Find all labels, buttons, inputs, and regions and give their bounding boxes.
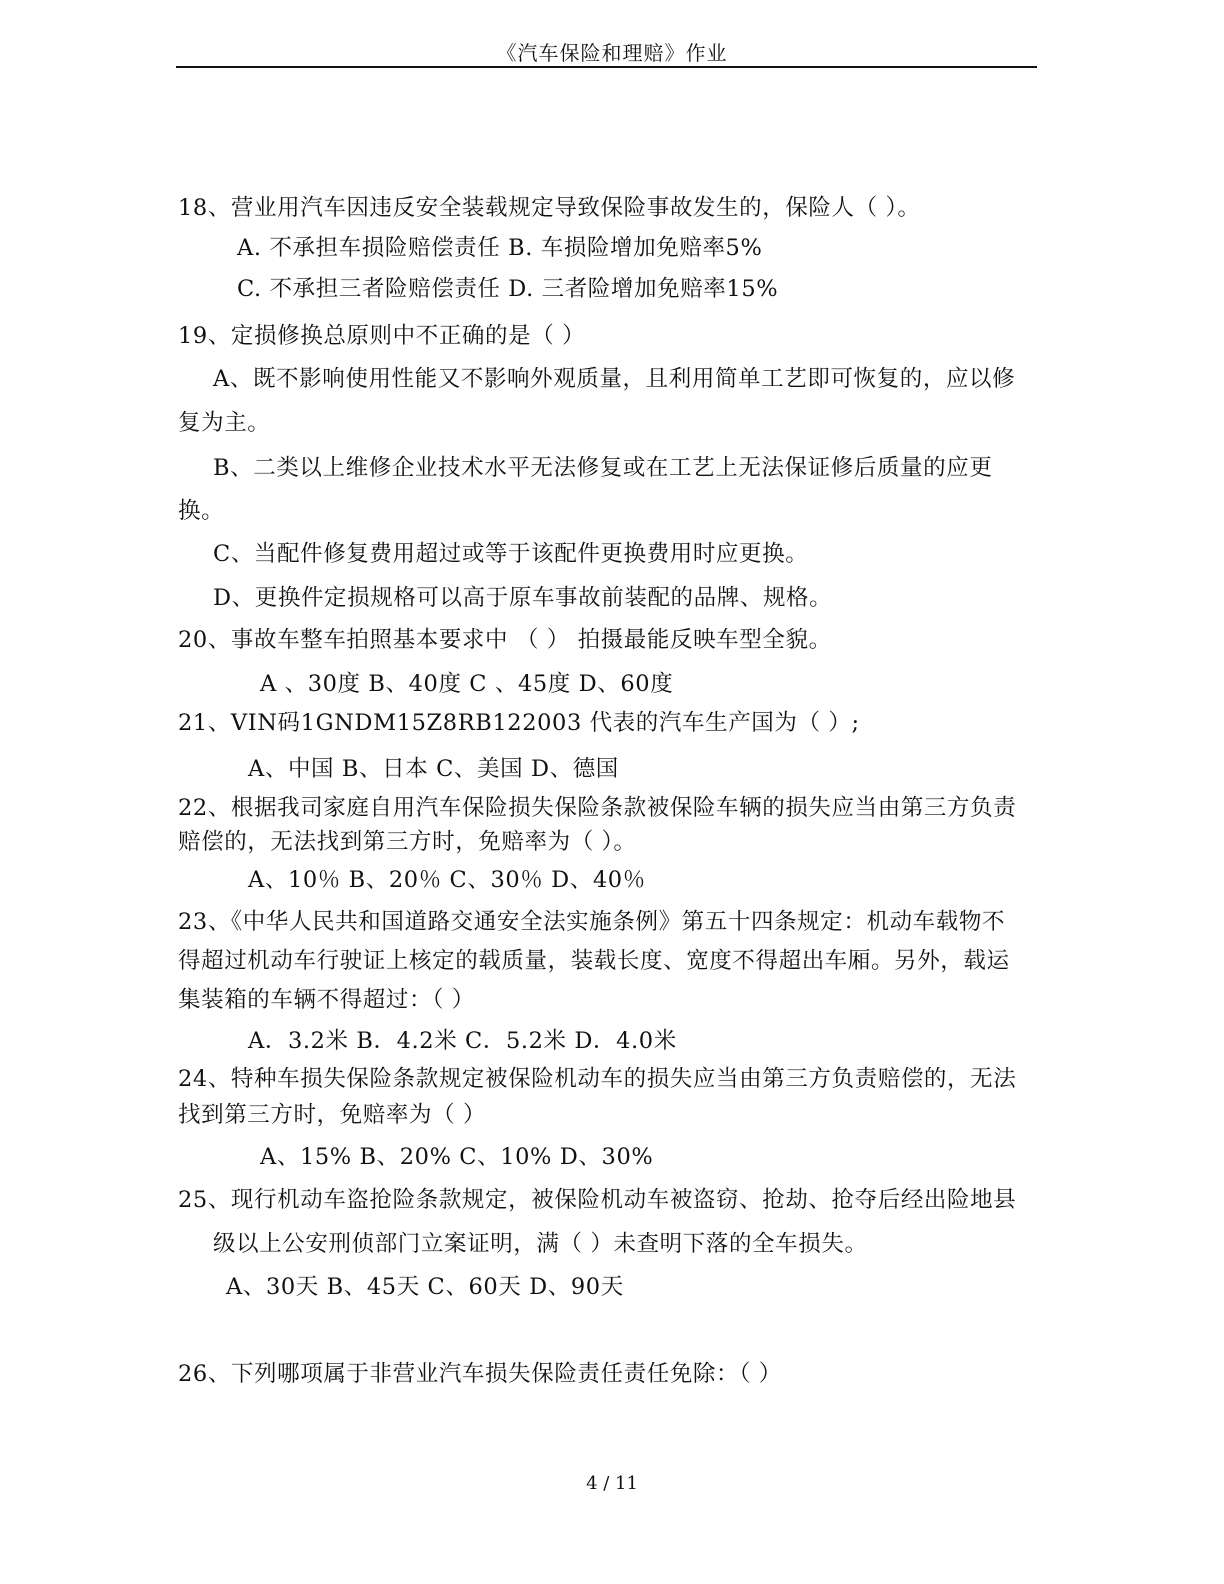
question-18: 18、营业用汽车因违反安全装载规定导致保险事故发生的，保险人（ ）。 — [178, 195, 921, 221]
question-23-options: A．3.2米 B．4.2米 C．5.2米 D．4.0米 — [248, 1028, 677, 1054]
question-25-options: A、30天 B、45天 C、60天 D、90天 — [226, 1274, 624, 1300]
question-19-option-a: A、既不影响使用性能又不影响外观质量，且利用简单工艺即可恢复的，应以修 — [213, 366, 1016, 392]
question-24-cont: 找到第三方时，免赔率为（ ） — [178, 1102, 487, 1128]
question-18-options-cd: C. 不承担三者险赔偿责任 D. 三者险增加免赔率15% — [237, 276, 779, 302]
header-divider — [176, 66, 1037, 68]
question-22-options: A、10％ B、20％ C、30％ D、40％ — [248, 867, 646, 893]
page-number: 4 / 11 — [586, 1473, 638, 1494]
question-19: 19、定损修换总原则中不正确的是（ ） — [178, 323, 586, 349]
question-19-option-c: C、当配件修复费用超过或等于该配件更换费用时应更换。 — [213, 541, 809, 567]
question-21: 21、VIN码1GNDM15Z8RB122003 代表的汽车生产国为（ ）; — [178, 710, 860, 736]
question-25: 25、现行机动车盗抢险条款规定，被保险机动车被盗窃、抢劫、抢夺后经出险地县 — [178, 1187, 1017, 1213]
question-20: 20、事故车整车拍照基本要求中 （ ） 拍摄最能反映车型全貌。 — [178, 627, 832, 653]
question-21-options: A、中国 B、日本 C、美国 D、德国 — [248, 756, 619, 782]
question-20-options: A 、30度 B、40度 C 、45度 D、60度 — [260, 671, 674, 697]
question-22: 22、根据我司家庭自用汽车保险损失保险条款被保险车辆的损失应当由第三方负责 — [178, 795, 1017, 821]
question-24-options: A、15% B、20% C、10% D、30% — [260, 1144, 654, 1170]
question-18-options-ab: A. 不承担车损险赔偿责任 B. 车损险增加免赔率5% — [237, 235, 763, 261]
question-19-option-b-cont: 换。 — [178, 498, 225, 524]
question-26: 26、下列哪项属于非营业汽车损失保险责任责任免除：（ ） — [178, 1361, 782, 1387]
question-22-cont: 赔偿的，无法找到第三方时，免赔率为（ ）。 — [178, 829, 637, 855]
question-23-cont-2: 集装箱的车辆不得超过：（ ） — [178, 987, 475, 1013]
question-23-cont-1: 得超过机动车行驶证上核定的载质量，装载长度、宽度不得超出车厢。另外，载运 — [178, 948, 1010, 974]
question-19-option-b: B、二类以上维修企业技术水平无法修复或在工艺上无法保证修后质量的应更 — [213, 455, 993, 481]
question-23: 23、《中华人民共和国道路交通安全法实施条例》第五十四条规定：机动车载物不 — [178, 909, 1006, 935]
question-24: 24、特种车损失保险条款规定被保险机动车的损失应当由第三方负责赔偿的，无法 — [178, 1066, 1017, 1092]
document-title: 《汽车保险和理赔》作业 — [496, 41, 728, 65]
question-19-option-d: D、更换件定损规格可以高于原车事故前装配的品牌、规格。 — [213, 585, 833, 611]
question-19-option-a-cont: 复为主。 — [178, 410, 271, 436]
question-25-cont: 级以上公安刑侦部门立案证明，满（ ）未查明下落的全车损失。 — [213, 1231, 868, 1257]
